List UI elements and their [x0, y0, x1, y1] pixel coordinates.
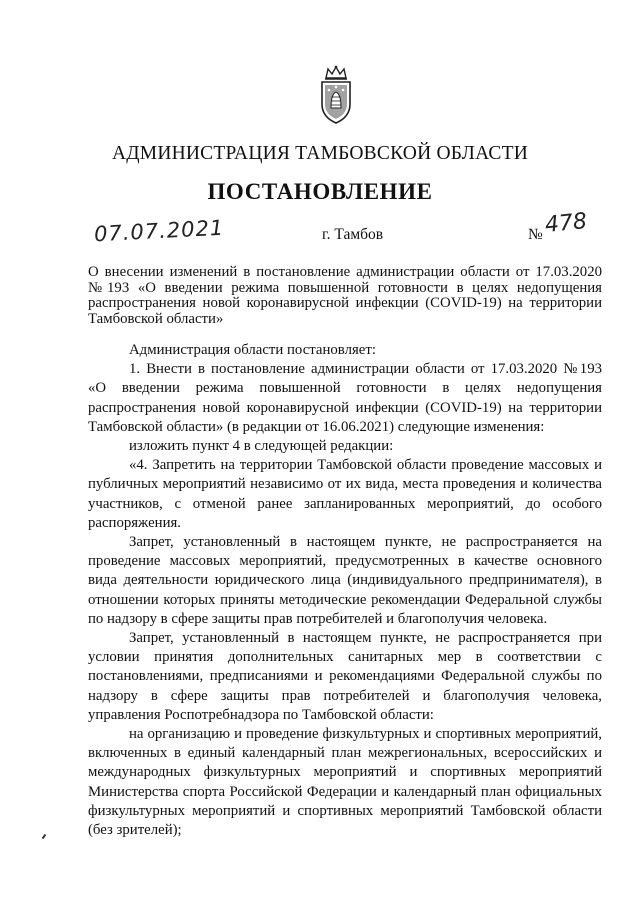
document-number: 478 — [543, 208, 589, 239]
document-city: г. Тамбов — [322, 226, 384, 243]
body-paragraph: на организацию и проведение физкультурных и спортивных мероприятий, включенных в единый календарный план межрегиональных, всероссийских и международных физкультурных мероприятий и спортивных мероприятий Министерства спорта Российской Федерации и календарный план официальных физкультурных мероприятий и спортивных мероприятий Тамбовской области (без зрителей); — [88, 726, 602, 839]
document-type-title: ПОСТАНОВЛЕНИЕ — [207, 179, 433, 204]
coat-of-arms-icon — [314, 64, 358, 126]
scan-mark — [42, 834, 47, 839]
body-paragraph: 1. Внести в постановление администрации области от 17.03.2020 №193 «О введении режима повышенной готовности в целях недопущения распространения новой коронавирусной инфекции (COVID-19) на территории Тамбовской области» (в редакции от 16.06.2021) следующие изменения: — [88, 361, 602, 435]
body-paragraph: Запрет, установленный в настоящем пункте, не распространяется при условии принятия дополнительных санитарных мер в соответствии с постановлениями, предписаниями и рекомендациями Федеральной службы по надзору в сфере защиты прав потребителей и благополучия человека, управления Роспотребнадзора по Тамбовской области: — [88, 630, 602, 723]
body-paragraph: изложить пункт 4 в следующей редакции: — [129, 438, 394, 455]
document-body — [88, 341, 602, 840]
organization-name: АДМИНИСТРАЦИЯ ТАМБОВСКОЙ ОБЛАСТИ — [112, 143, 528, 164]
document-number-label: № — [528, 226, 543, 243]
document-date: 07.07.2021 — [93, 215, 225, 247]
document-subject: О внесении изменений в постановление администрации области от 17.03.2020 №193 «О введении режима повышенной готовности в целях недопущения распространения новой коронавирусной инфекции (COVID-19) на территории Тамбовской области» — [88, 264, 602, 327]
body-paragraph: Запрет, установленный в настоящем пункте, не распространяется на проведение массовых мероприятий, предусмотренных в качестве основного вида деятельности юридического лица (индивидуального предпринимателя), в отношении которых приняты методические рекомендации Федеральной службы по надзору в сфере защиты прав потребителей и благополучия человека. — [88, 534, 602, 627]
body-paragraph: Администрация области постановляет: — [129, 342, 376, 358]
body-paragraph: «4. Запретить на территории Тамбовской области проведение массовых и публичных мероприятий независимо от их вида, места проведения и количества участников, с отменой ранее запланированных мероприятий, до особого распоряжения. — [88, 457, 602, 531]
